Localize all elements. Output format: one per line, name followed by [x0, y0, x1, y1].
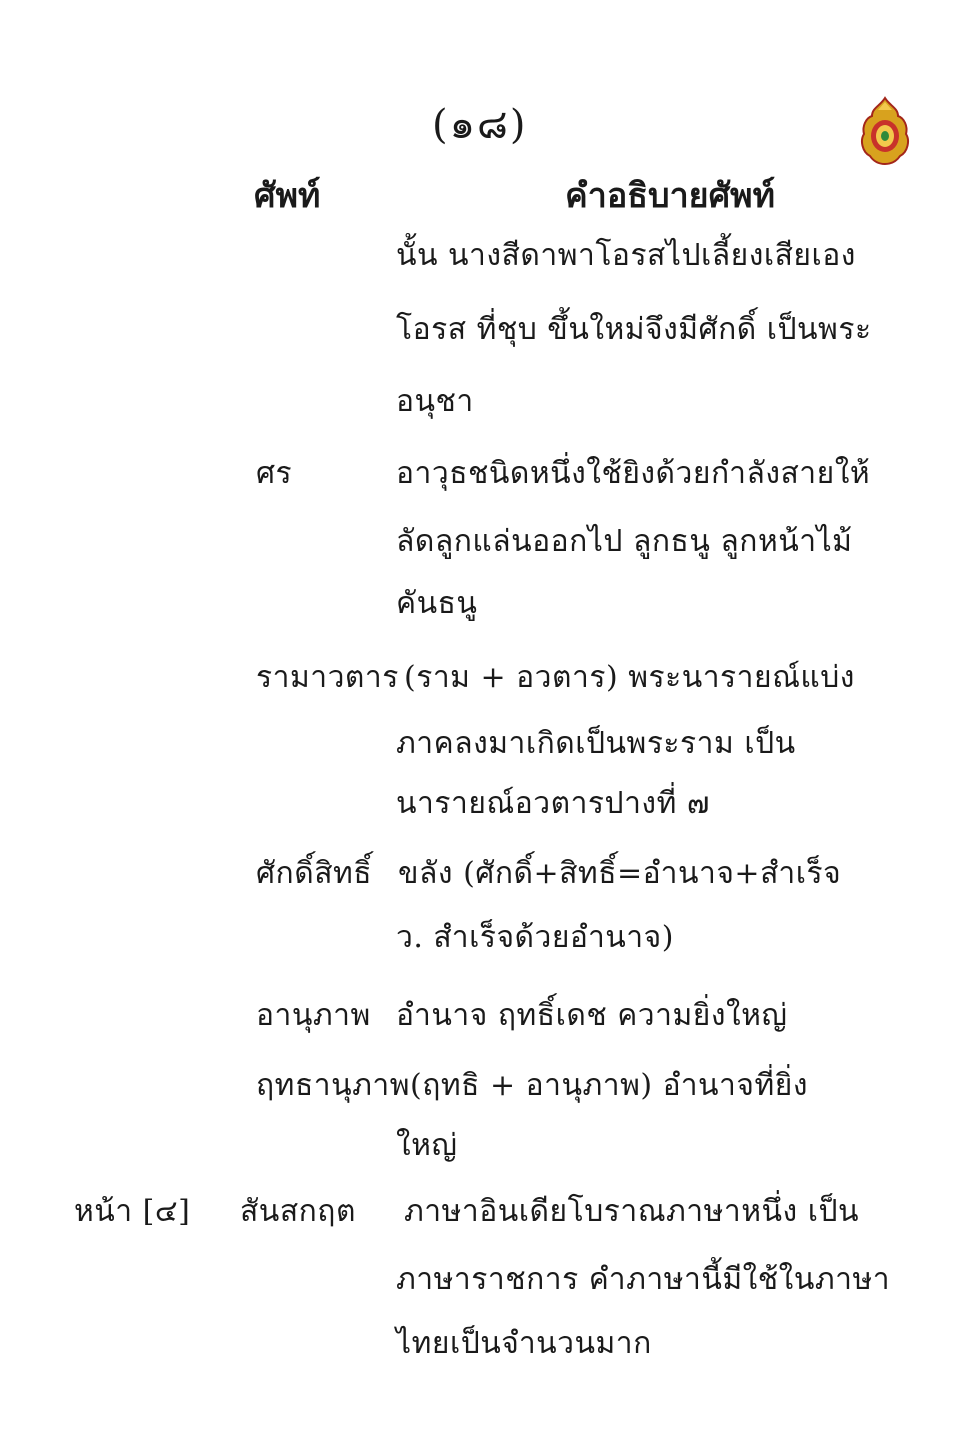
explanation-line: อนุชา	[396, 384, 474, 419]
explanation-line: อำนาจ ฤทธิ์เดช ความยิ่งใหญ่	[396, 998, 788, 1033]
term: รามาวตาร	[256, 660, 399, 695]
term: สันสกฤต	[240, 1194, 356, 1229]
explanation-line: โอรส ที่ชุบ ขึ้นใหม่จึงมีศักดิ์ เป็นพระ	[396, 312, 872, 347]
explanation-line: นารายณ์อวตารปางที่ ๗	[396, 786, 710, 821]
school-seal-logo	[858, 96, 912, 166]
page-number: (๑๘)	[432, 102, 528, 148]
term: อานุภาพ	[256, 998, 371, 1033]
explanation-line: (ฤทธิ + อานุภาพ) อำนาจที่ยิ่ง	[410, 1068, 808, 1103]
term: ศร	[256, 456, 293, 491]
term: ศักดิ์สิทธิ์	[256, 856, 373, 891]
explanation-line: (ราม + อวตาร) พระนารายณ์แบ่ง	[404, 660, 855, 695]
term: ฤทธานุภาพ	[256, 1068, 410, 1103]
header-explanation: คำอธิบายศัพท์	[565, 176, 776, 216]
page-reference: หน้า [๔]	[74, 1194, 191, 1229]
explanation-line: ภาษาราชการ คำภาษานี้มีใช้ในภาษา	[396, 1262, 891, 1297]
explanation-line: ใหญ่	[396, 1128, 458, 1163]
explanation-line: ภาษาอินเดียโบราณภาษาหนึ่ง เป็น	[404, 1194, 860, 1229]
explanation-line: ลัดลูกแล่นออกไป ลูกธนู ลูกหน้าไม้	[396, 524, 853, 559]
header-term: ศัพท์	[254, 176, 321, 216]
explanation-line: นั้น นางสีดาพาโอรสไปเลี้ยงเสียเอง	[396, 238, 856, 273]
explanation-line: ภาคลงมาเกิดเป็นพระราม เป็น	[396, 726, 796, 761]
explanation-line: คันธนู	[396, 586, 478, 621]
explanation-line: อาวุธชนิดหนึ่งใช้ยิงด้วยกำลังสายให้	[396, 456, 871, 491]
explanation-line: ว. สำเร็จด้วยอำนาจ)	[396, 920, 674, 955]
explanation-line: ไทยเป็นจำนวนมาก	[396, 1326, 652, 1361]
explanation-line: ขลัง (ศักดิ์+สิทธิ์=อำนาจ+สำเร็จ	[398, 856, 842, 891]
